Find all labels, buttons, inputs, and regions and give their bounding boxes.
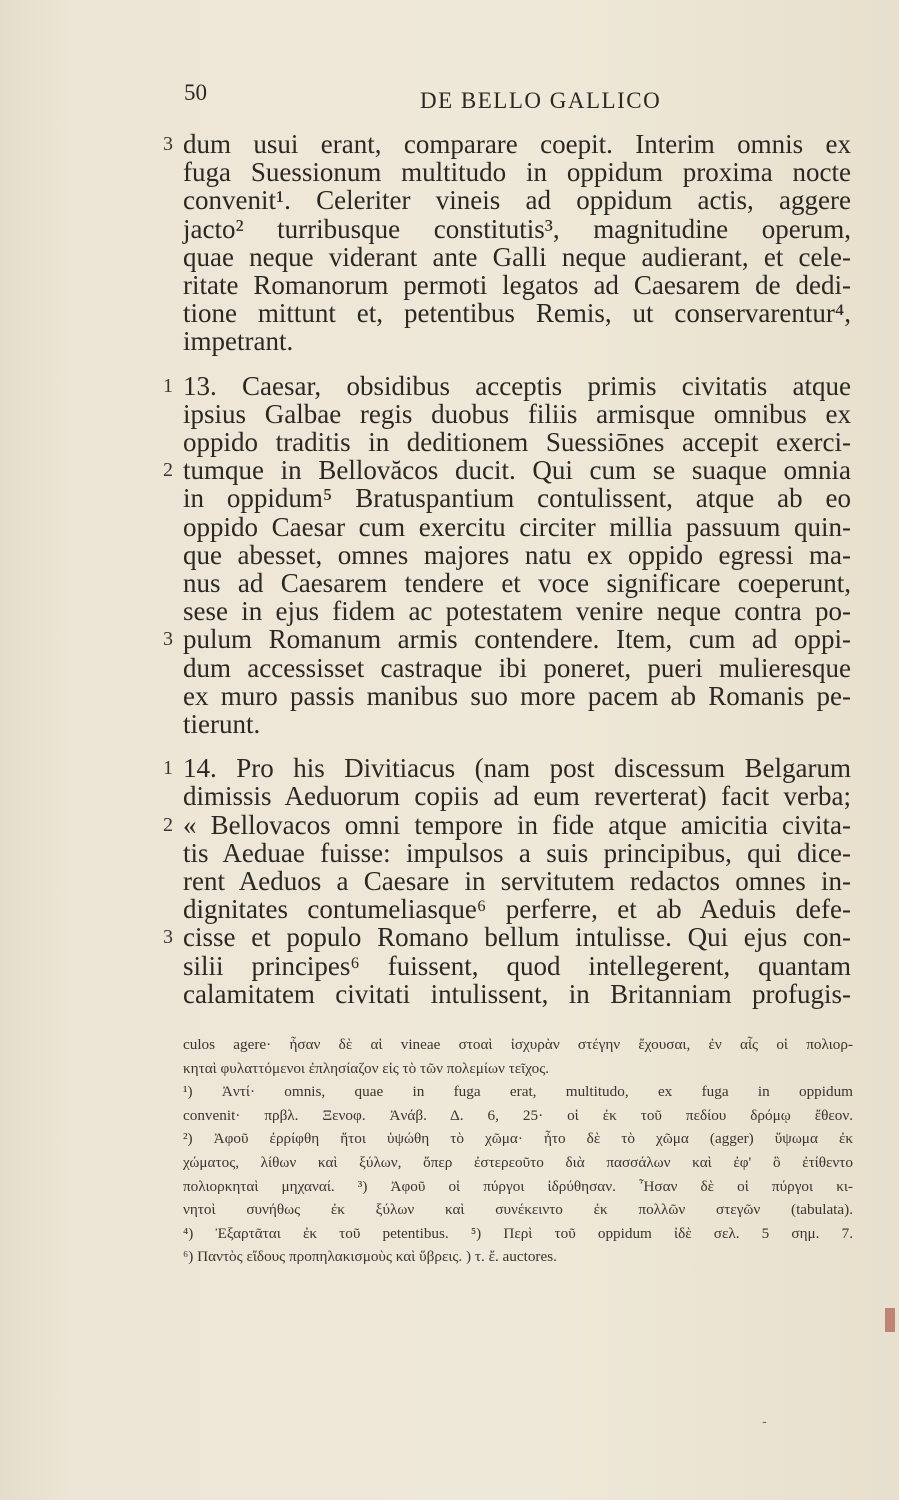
- text-line: [183, 186, 851, 214]
- text-line: [183, 569, 851, 597]
- line-text: fuga Suessionum multitudo in oppidum proxima nocte: [183, 157, 851, 188]
- line-text: 14. Pro his Divitiacus (nam post discessum Belgarum: [183, 753, 851, 784]
- text-line: [183, 952, 851, 980]
- text-line: [163, 809, 851, 840]
- paragraph-13: [163, 370, 851, 740]
- text-line: [183, 541, 851, 569]
- line-text: rent Aeduos a Caesare in servitutem redactos omnes in-: [183, 866, 851, 897]
- text-line: [183, 484, 851, 512]
- line-text: cisse et populo Romano bellum intulisse. Qui ejus con-: [183, 922, 851, 953]
- line-text: que abesset, omnes majores natu ex oppido egressi ma-: [183, 539, 851, 570]
- text-line: [163, 753, 851, 784]
- text-line: [163, 455, 851, 486]
- line-text: pulum Romanum armis contendere. Item, cum ad oppi-: [183, 624, 851, 655]
- line-text: in oppidum⁵ Bratuspantium contulissent, atque ab eo: [183, 483, 851, 514]
- stray-mark: -: [762, 1414, 767, 1430]
- line-text: dum usui erant, comparare coepit. Interim omnis ex: [183, 129, 851, 159]
- text-line: [163, 370, 851, 401]
- margin-number: 3: [163, 628, 173, 651]
- line-text: 13. Caesar, obsidibus acceptis primis civitatis atque: [183, 370, 851, 401]
- text-line: [183, 710, 851, 738]
- line-text: nus ad Caesarem tendere et voce significare coeperunt,: [183, 568, 851, 599]
- text-line: [183, 867, 851, 895]
- footnote-line: νητοὶ συνήθως ἐκ ξύλων καὶ συνέκειντο ἐκ πολλῶν στεγῶν (tabulata).: [183, 1201, 853, 1219]
- line-text: calamitatem civitati intulissent, in Britanniam profugis-: [183, 978, 851, 1009]
- footnote-line: ²) Ἀφοῦ ἐρρίφθη ἤτοι ὑψώθη τὸ χῶμα· ἦτο δὲ τὸ χῶμα (agger) ὕψωμα ἐκ: [183, 1130, 853, 1148]
- margin-number: 3: [163, 926, 173, 949]
- text-line: [183, 513, 851, 541]
- line-text: ipsius Galbae regis duobus filiis armisque omnibus ex: [183, 398, 851, 429]
- line-text: dum accessisset castraque ibi poneret, pueri mulieresque: [183, 652, 851, 683]
- margin-number: 1: [163, 757, 173, 780]
- text-line: [183, 271, 851, 299]
- line-text: dimissis Aeduorum copiis ad eum reverterat) facit verba;: [183, 781, 851, 812]
- text-line: [163, 624, 851, 655]
- main-text: [163, 129, 851, 1009]
- text-line: [183, 895, 851, 923]
- text-line: [183, 243, 851, 271]
- paragraph-12-end: [163, 129, 851, 357]
- text-line: [183, 682, 851, 710]
- text-line: [183, 400, 851, 428]
- text-line: [183, 839, 851, 867]
- footnote-line: ⁴) Ἐξαρτᾶται ἐκ τοῦ petentibus. ⁵) Περὶ τοῦ oppidum ἰδὲ σελ. 5 σημ. 7.: [183, 1224, 853, 1242]
- footnote-line: convenit· πρβλ. Ξενοφ. Ἀνάβ. Δ. 6, 25· οἱ ἐκ τοῦ πεδίου δρόμῳ ἔθεον.: [183, 1106, 853, 1124]
- footnote-line: χώματος, λίθων καὶ ξύλων, ὅπερ ἐστερεοῦτο διὰ πασσάλων καὶ ἐφ' ὃ ἐτίθεντο: [183, 1153, 853, 1171]
- page-edge-stain: [885, 1308, 895, 1332]
- text-line: [183, 158, 851, 186]
- line-text: sese in ejus fidem ac potestatem venire neque contra po-: [183, 596, 851, 627]
- line-text: ritate Romanorum permoti legatos ad Caesarem de dedi-: [183, 270, 851, 301]
- footnote-line: culos agere· ἦσαν δὲ αἱ vineae στοαὶ ἰσχυρὰν στέγην ἔχουσαι, ἐν αἷς οἱ πολιορ-: [183, 1036, 853, 1053]
- margin-number: 1: [163, 374, 173, 397]
- page-number: 50: [184, 80, 207, 105]
- margin-number: 3: [163, 133, 173, 155]
- line-text: tierunt.: [183, 709, 261, 740]
- text-line: [183, 327, 851, 355]
- paragraph-14: [163, 753, 851, 1009]
- text-line: [183, 980, 851, 1008]
- text-line: [183, 654, 851, 682]
- text-line: [183, 782, 851, 810]
- line-text: « Bellovacos omni tempore in fide atque amicitia civita-: [183, 809, 851, 840]
- running-title: DE BELLO GALLICO: [420, 88, 662, 113]
- footnote-line: κηταὶ φυλαττόμενοι ἐπλησίαζον εἰς τὸ τῶν πολεμίων τεῖχος.: [183, 1059, 550, 1077]
- running-head: [0, 80, 899, 120]
- footnote-line: ¹) Ἀντί· omnis, quae in fuga erat, multitudo, ex fuga in oppidum: [183, 1083, 853, 1101]
- line-text: silii principes⁶ fuissent, quod intellegerent, quantam: [183, 950, 851, 981]
- text-line: [163, 922, 851, 953]
- text-line: [183, 428, 851, 456]
- line-text: convenit¹. Celeriter vineis ad oppidum actis, aggere: [183, 185, 851, 216]
- line-text: dignitates contumeliasque⁶ perferre, et ab Aeduis defe-: [183, 894, 851, 925]
- line-text: tumque in Bellovăcos ducit. Qui cum se suaque omnia: [183, 455, 851, 486]
- line-text: oppido Caesar cum exercitu circiter millia passuum quin-: [183, 511, 851, 542]
- text-line: [163, 129, 851, 159]
- line-text: tione mittunt et, petentibus Remis, ut conservarentur⁴,: [183, 298, 851, 329]
- footnotes: [183, 1033, 853, 1269]
- line-text: quae neque viderant ante Galli neque audierant, et cele-: [183, 241, 851, 272]
- line-text: impetrant.: [183, 326, 294, 357]
- footnote-line: πολιορκηταὶ μηχαναί. ³) Ἀφοῦ οἱ πύργοι ἱδρύθησαν. Ἦσαν δὲ οἱ πύργοι κι-: [183, 1177, 853, 1195]
- line-text: tis Aeduae fuisse: impulsos a suis principibus, qui dice-: [183, 837, 851, 868]
- text-line: [183, 299, 851, 327]
- margin-number: 2: [163, 459, 173, 482]
- line-text: ex muro passis manibus suo more pacem ab Romanis pe-: [183, 680, 851, 711]
- footnote-line: ⁶) Παντὸς εἴδους προπηλακισμοὺς καὶ ὕβρεις. ) τ. ἔ. auctores.: [183, 1248, 557, 1266]
- margin-number: 2: [163, 813, 173, 836]
- text-line: [183, 597, 851, 625]
- text-line: [183, 215, 851, 243]
- line-text: jacto² turribusque constitutis³, magnitudine operum,: [183, 213, 851, 244]
- line-text: oppido traditis in deditionem Suessiōnes accepit exerci-: [183, 427, 851, 458]
